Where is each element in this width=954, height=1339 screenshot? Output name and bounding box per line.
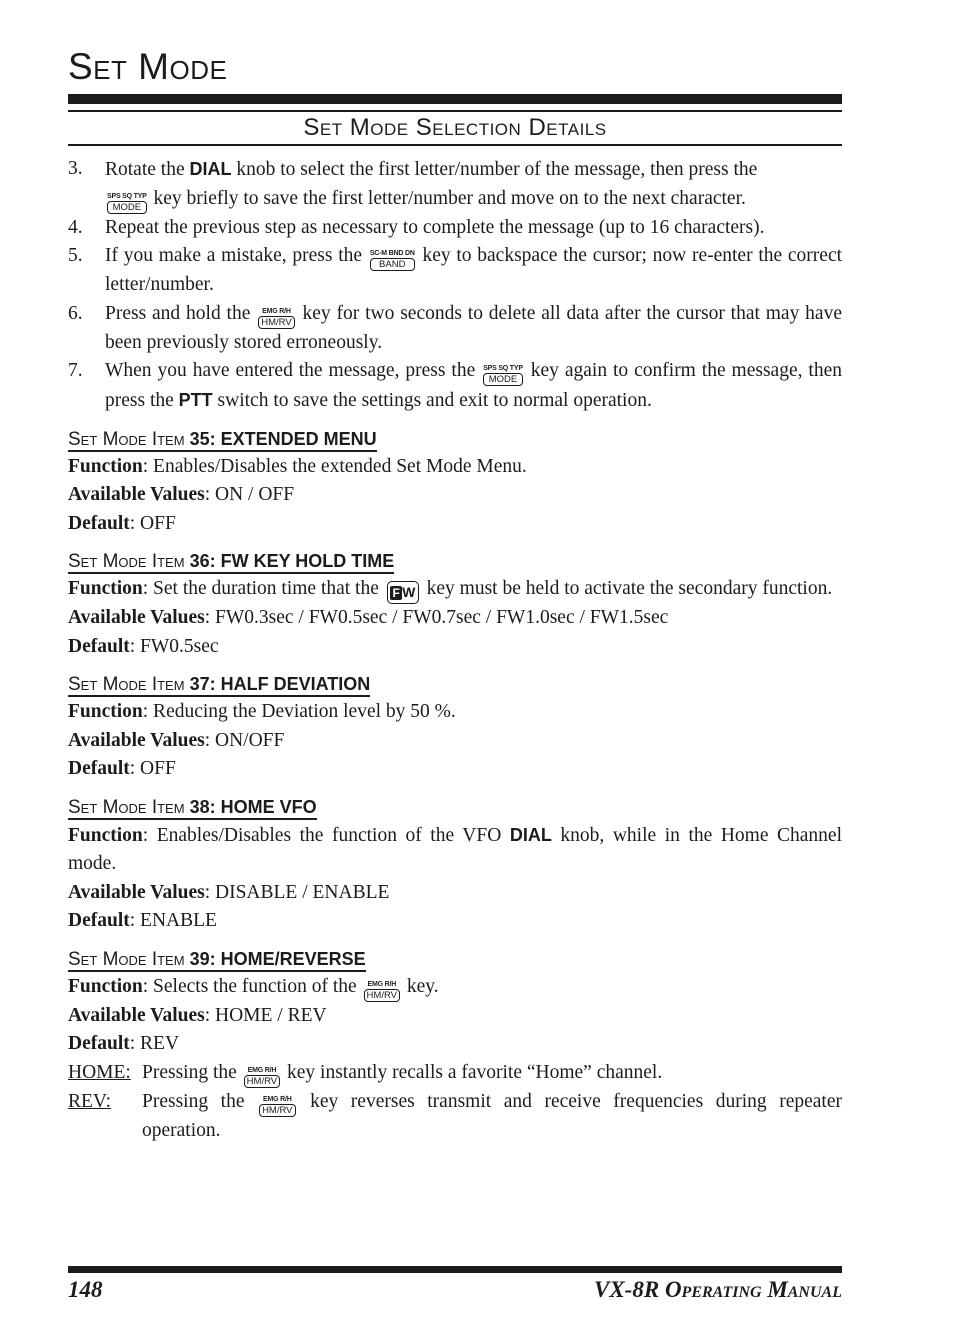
main-content — [68, 155, 842, 1145]
item-35-default: Default: OFF — [68, 512, 176, 534]
option-text: Pressing the EMG R/H HM/RV key instantly recalls a favorite “Home” channel. — [142, 1061, 663, 1087]
item-36-heading: Set Mode Item 36: FW KEY HOLD TIME — [68, 551, 395, 572]
item-38-function: Function: Enables/Disables the function of the VFO DIAL knob, while in the Home Channel mode. — [68, 824, 843, 874]
fw-key-icon: F W — [387, 581, 419, 604]
step-text: Press and hold the EMG R/H HM/RV key for two seconds to delete all data after the cursor that may have been previously stored erroneously. — [105, 302, 842, 353]
item-38-values: Available Values: DISABLE / ENABLE — [68, 881, 390, 903]
item-37-function: Function: Reducing the Deviation level by 50 %. — [68, 701, 456, 722]
mode-key-icon: SPS SQ TYP MODE — [483, 365, 523, 385]
item-36-values: Available Values: FW0.3sec / FW0.5sec / FW0.7sec / FW1.0sec / FW1.5sec — [68, 607, 669, 628]
step-text: If you make a mistake, press the SC-M BND DN BAND key to backspace the cursor; now re-enter the correct letter/number. — [105, 245, 843, 295]
page-title: Set Mode — [68, 46, 228, 87]
item-35-heading: Set Mode Item 35: EXTENDED MENU — [68, 428, 377, 450]
option-label: REV: — [68, 1090, 111, 1112]
step-number: 3. — [68, 158, 83, 179]
item-35-function: Function: Enables/Disables the extended Set Mode Menu. — [68, 455, 527, 477]
item-38-heading: Set Mode Item 38: HOME VFO — [68, 796, 317, 818]
item-38-default: Default: ENABLE — [68, 910, 217, 931]
item-37-heading: Set Mode Item 37: HALF DEVIATION — [68, 674, 371, 695]
mode-key-icon: SPS SQ TYP MODE — [107, 192, 147, 213]
step-4 — [68, 214, 842, 243]
step-3 — [68, 155, 842, 214]
step-text: Repeat the previous step as necessary to complete the message (up to 16 characters). — [105, 216, 765, 238]
title-rule-thick — [68, 94, 842, 104]
item-39-values: Available Values: HOME / REV — [68, 1004, 327, 1026]
option-text: Pressing the EMG R/H HM/RV key reverses transmit and receive frequencies during repeater operation. — [142, 1090, 842, 1141]
option-home — [68, 1059, 842, 1088]
band-key-icon: SC-M BND DN BAND — [369, 250, 415, 270]
step-7 — [68, 357, 842, 416]
item-39-default: Default: REV — [68, 1033, 180, 1054]
footer-manual-title: VX-8R Operating Manual — [594, 1277, 842, 1302]
section-rule — [68, 144, 842, 146]
item-39-function: Function: Selects the function of the EMG R/H HM/RV key. — [68, 975, 439, 1001]
step-number: 7. — [68, 360, 83, 381]
hm-rv-key-icon: EMG R/H HM/RV — [244, 1067, 280, 1088]
hm-rv-key-icon: EMG R/H HM/RV — [258, 308, 294, 329]
step-text: Rotate the DIAL knob to select the first letter/number of the message, then press the SPS SQ TYP MODE key briefly to save the first letter/number and move on to the next character. — [105, 159, 758, 213]
option-rev — [68, 1088, 842, 1146]
footer-rule — [68, 1266, 842, 1273]
hm-rv-key-icon: EMG R/H HM/RV — [259, 1096, 295, 1117]
step-number: 4. — [68, 216, 83, 238]
hm-rv-key-icon: EMG R/H HM/RV — [364, 981, 400, 1002]
item-36-default: Default: FW0.5sec — [68, 635, 219, 657]
page-number: 148 — [68, 1277, 103, 1302]
item-35-values: Available Values: ON / OFF — [68, 484, 295, 505]
title-rule-thin — [68, 110, 842, 112]
item-39-heading: Set Mode Item 39: HOME/REVERSE — [68, 948, 366, 970]
item-36-function: Function: Set the duration time that the F W key must be held to activate the secondary function. — [68, 575, 842, 604]
step-6 — [68, 300, 842, 358]
step-5 — [68, 242, 842, 300]
step-number: 6. — [68, 302, 83, 324]
step-number: 5. — [68, 245, 83, 266]
step-text: When you have entered the message, press the SPS SQ TYP MODE key again to confirm the message, then press the PTT switch to save the settings and exit to normal operation. — [105, 360, 843, 411]
item-37-default: Default: OFF — [68, 758, 176, 779]
section-title: Set Mode Selection Details — [303, 114, 607, 141]
option-label: HOME: — [68, 1061, 131, 1083]
item-37-values: Available Values: ON/OFF — [68, 729, 285, 751]
